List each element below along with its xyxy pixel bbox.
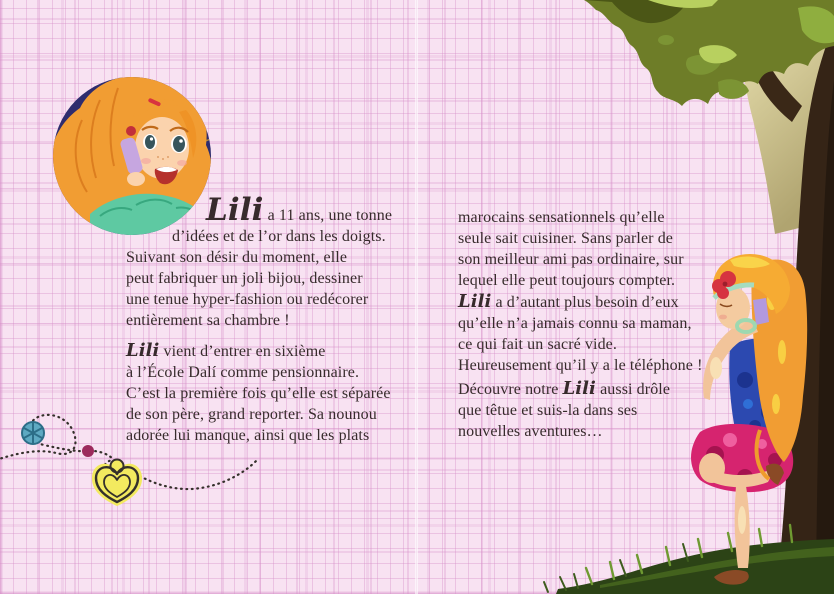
intro-paragraph-left-2: Lili vient d’entrer en sixième à l’École Dalí comme pensionnaire. C’est la première fois qu’elle est séparée de son père, grand reporter. Sa nounou adorée lui manque, ainsi que les plats <box>126 340 391 444</box>
tree-girl-leg-light <box>738 506 746 534</box>
intro-paragraph-right-2: Découvre notre Lili aussi drôle que têtue et suis-la dans ses nouvelles aventures… <box>458 378 671 440</box>
tree-girl-arm-light <box>710 357 722 379</box>
portrait-blush-left <box>141 158 151 164</box>
grass <box>544 525 834 594</box>
tree-leaf-cluster-2 <box>718 79 749 99</box>
portrait-hand <box>127 172 145 186</box>
tree-girl-blush <box>719 315 727 320</box>
intro-paragraph-right-1: marocains sensationnels qu’elle seule sait cuisiner. Sans parler de son meilleur ami pas ordinaire, sur lequel elle peut toujours compter. Lili a d’autant plus besoin d’eux qu’elle n’a jamais connu sa maman, ce qui fait un sacré vide. Heureusement qu’il y a le téléphone ! <box>458 209 703 374</box>
heart-pendant-icon <box>92 460 142 507</box>
magenta-bead-icon <box>82 445 94 457</box>
bead-icon <box>22 422 44 444</box>
portrait-hair-flower <box>126 126 136 136</box>
portrait-blush-right <box>177 160 187 166</box>
tree-leaf-small <box>658 35 674 45</box>
intro-paragraph-left-1: Lili a 11 ans, une tonne d’idées et de l’or dans les doigts. Suivant son désir du moment, elle peut fabriquer un joli bijou, dessiner une tenue hyper-fashion ou redécorer entièrement sa chambre ! <box>126 192 393 329</box>
